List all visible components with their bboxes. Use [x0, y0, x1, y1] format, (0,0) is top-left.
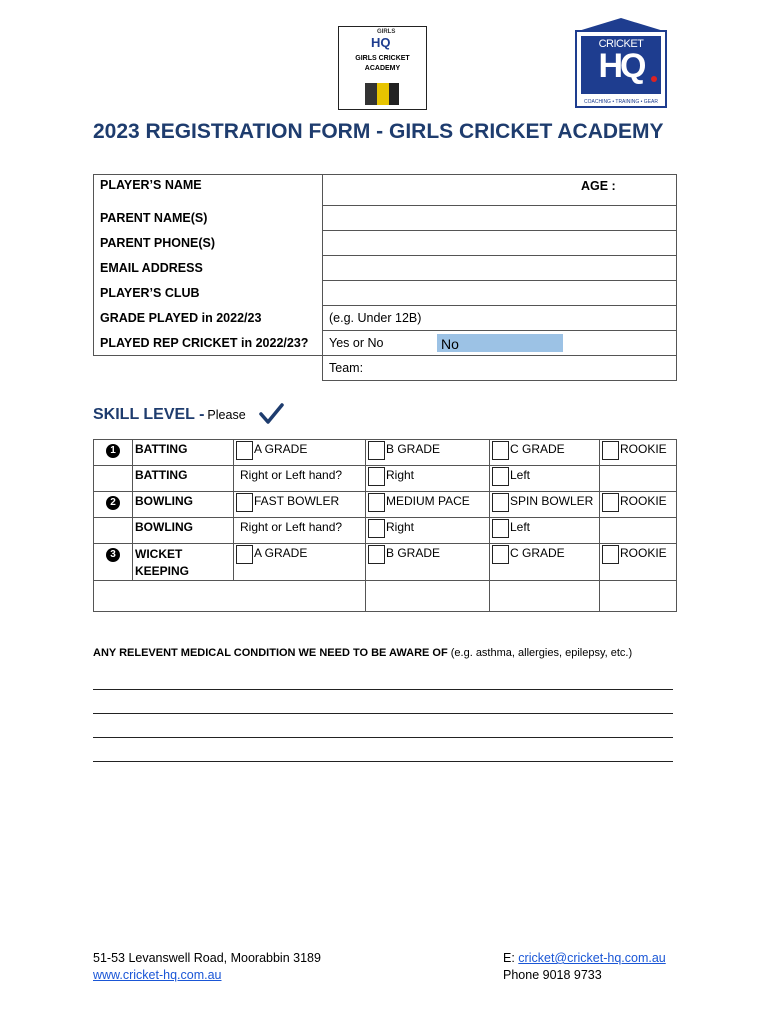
logo-cricket-text: CRICKET — [598, 38, 644, 50]
logo-inner — [581, 36, 661, 94]
checkbox[interactable] — [368, 493, 385, 512]
club-label: PLAYER’S CLUB — [94, 281, 323, 306]
keeping-c-grade[interactable] — [490, 544, 600, 581]
medical-answer-line-1[interactable] — [93, 689, 673, 690]
grade-field[interactable] — [323, 306, 677, 331]
medical-hint: (e.g. asthma, allergies, epilepsy, etc.) — [450, 647, 633, 659]
checkbox[interactable] — [368, 519, 385, 538]
row-number-empty — [94, 518, 133, 544]
checkbox[interactable] — [492, 467, 509, 486]
batting-label: BATTING — [133, 440, 234, 466]
skills-table — [93, 439, 677, 612]
footer-contact-block — [503, 950, 666, 984]
notes-cell-1[interactable] — [94, 581, 366, 612]
checkbox[interactable] — [368, 441, 385, 460]
footer-address-block — [93, 950, 321, 984]
number-badge: 3 — [106, 548, 120, 562]
checkbox[interactable] — [602, 545, 619, 564]
keeping-b-grade[interactable] — [366, 544, 490, 581]
checkbox[interactable] — [236, 545, 253, 564]
logo-roof-shape — [575, 18, 667, 32]
email-link[interactable]: cricket@cricket-hq.com.au — [518, 951, 666, 965]
wicket-keeping-label: WICKET KEEPING — [133, 544, 234, 581]
option-label: Left — [510, 468, 531, 482]
checkbox[interactable] — [492, 441, 509, 460]
spacer-cell — [94, 356, 323, 381]
form-title: 2023 REGISTRATION FORM - GIRLS CRICKET ACADEMY — [93, 120, 664, 143]
option-label: Left — [510, 520, 531, 534]
academy-logo-line1: GIRLS CRICKET — [355, 55, 410, 62]
option-label: A GRADE — [254, 546, 308, 560]
number-badge: 2 — [106, 496, 120, 510]
checkbox[interactable] — [492, 519, 509, 538]
option-label: FAST BOWLER — [254, 494, 340, 508]
bowling-medium[interactable] — [366, 492, 490, 518]
club-field[interactable] — [323, 281, 677, 306]
medical-condition-label — [93, 647, 632, 659]
bowling-spin[interactable] — [490, 492, 600, 518]
rep-options-text: Yes or No — [329, 336, 384, 350]
batting-hand-label: BATTING — [133, 466, 234, 492]
footer-address: 51-53 Levanswell Road, Moorabbin 3189 — [93, 951, 321, 965]
cricket-hq-logo — [575, 30, 667, 108]
option-label: MEDIUM PACE — [386, 494, 470, 508]
row-number-1 — [94, 440, 133, 466]
medical-answer-line-3[interactable] — [93, 737, 673, 738]
player-details-table — [93, 174, 677, 381]
bowling-hand-question: Right or Left hand? — [234, 518, 366, 544]
academy-logo-mark: HQ — [371, 35, 391, 50]
medical-answer-line-4[interactable] — [93, 761, 673, 762]
email-label: EMAIL ADDRESS — [94, 256, 323, 281]
academy-logo-picture — [365, 83, 399, 105]
batting-c-grade[interactable] — [490, 440, 600, 466]
option-label: ROOKIE — [620, 494, 667, 508]
footer-email-row — [503, 950, 666, 967]
number-badge: 1 — [106, 444, 120, 458]
grade-label: GRADE PLAYED in 2022/23 — [94, 306, 323, 331]
skill-level-heading — [93, 406, 246, 424]
batting-right-hand[interactable] — [366, 466, 490, 492]
checkbox[interactable] — [236, 441, 253, 460]
batting-b-grade[interactable] — [366, 440, 490, 466]
parent-names-label: PARENT NAME(S) — [94, 206, 323, 231]
row-number-2 — [94, 492, 133, 518]
parent-names-field[interactable] — [323, 206, 677, 231]
option-label: Right — [386, 520, 415, 534]
logo-hq-text: HQ — [598, 47, 644, 85]
players-name-label: PLAYER’S NAME — [94, 175, 323, 206]
bowling-left-hand[interactable] — [490, 518, 600, 544]
checkbox[interactable] — [602, 441, 619, 460]
email-prefix: E: — [503, 951, 515, 965]
skill-please-text: Please — [207, 408, 246, 422]
checkbox[interactable] — [492, 545, 509, 564]
batting-hand-question: Right or Left hand? — [234, 466, 366, 492]
email-field[interactable] — [323, 256, 677, 281]
medical-answer-line-2[interactable] — [93, 713, 673, 714]
academy-logo-line2: ACADEMY — [364, 65, 401, 72]
age-label: AGE : — [581, 179, 616, 193]
checkbox[interactable] — [368, 545, 385, 564]
parent-phone-field[interactable] — [323, 231, 677, 256]
option-label: Right — [386, 468, 415, 482]
team-label: Team: — [329, 361, 364, 375]
girls-cricket-academy-logo — [338, 26, 427, 110]
keeping-rookie[interactable] — [600, 544, 677, 581]
notes-cell-4[interactable] — [600, 581, 677, 612]
checkbox[interactable] — [492, 493, 509, 512]
academy-logo-hq — [371, 29, 396, 50]
academy-logo-small: GIRLS — [377, 29, 396, 35]
option-label: ROOKIE — [620, 546, 667, 560]
medical-label-text: ANY RELEVENT MEDICAL CONDITION WE NEED TO BE AWARE OF — [93, 647, 448, 659]
checkbox[interactable] — [368, 467, 385, 486]
team-field[interactable] — [323, 356, 677, 381]
empty-cell — [600, 466, 677, 492]
footer-phone: Phone 9018 9733 — [503, 968, 602, 982]
option-label: A GRADE — [254, 442, 308, 456]
checkbox[interactable] — [236, 493, 253, 512]
checkbox[interactable] — [602, 493, 619, 512]
parent-phone-label: PARENT PHONE(S) — [94, 231, 323, 256]
bowling-rookie[interactable] — [600, 492, 677, 518]
option-label: ROOKIE — [620, 442, 667, 456]
checkmark-icon — [258, 402, 284, 426]
rep-cricket-label: PLAYED REP CRICKET in 2022/23? — [94, 331, 323, 356]
notes-cell-3[interactable] — [490, 581, 600, 612]
logo-tagline: COACHING • TRAINING • GEAR — [584, 99, 658, 105]
row-number-3 — [94, 544, 133, 581]
grade-hint: (e.g. Under 12B) — [329, 311, 422, 325]
option-label: B GRADE — [386, 546, 441, 560]
option-label: B GRADE — [386, 442, 441, 456]
rep-cricket-dropdown[interactable]: No — [437, 334, 563, 352]
row-number-empty — [94, 466, 133, 492]
bowling-fast[interactable] — [234, 492, 366, 518]
keeping-a-grade[interactable] — [234, 544, 366, 581]
skill-level-title: SKILL LEVEL - — [93, 406, 205, 423]
option-label: C GRADE — [510, 546, 565, 560]
notes-cell-2[interactable] — [366, 581, 490, 612]
option-label: SPIN BOWLER — [510, 494, 594, 508]
bowling-hand-label: BOWLING — [133, 518, 234, 544]
empty-cell — [600, 518, 677, 544]
option-label: C GRADE — [510, 442, 565, 456]
batting-a-grade[interactable] — [234, 440, 366, 466]
rep-cricket-field — [323, 331, 677, 356]
website-link[interactable]: www.cricket-hq.com.au — [93, 968, 222, 982]
bowling-right-hand[interactable] — [366, 518, 490, 544]
players-name-field[interactable] — [323, 175, 677, 206]
batting-rookie[interactable] — [600, 440, 677, 466]
logo-ball-icon — [651, 76, 657, 82]
bowling-label: BOWLING — [133, 492, 234, 518]
batting-left-hand[interactable] — [490, 466, 600, 492]
